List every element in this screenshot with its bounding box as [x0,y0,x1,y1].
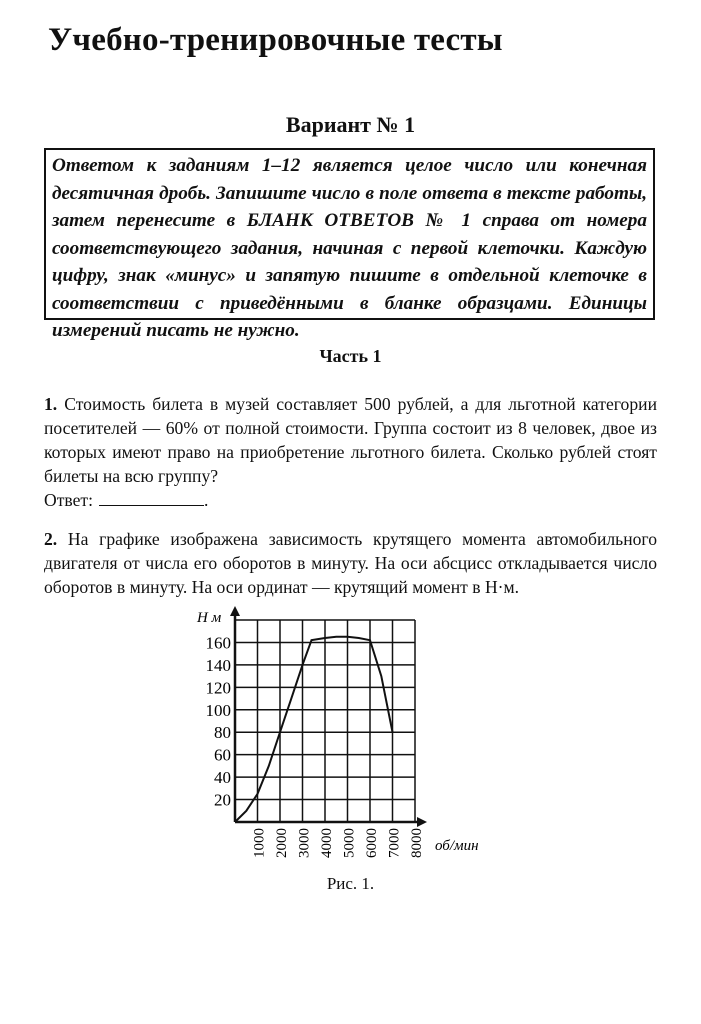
y-tick-label: 100 [205,700,231,720]
instructions-box: Ответом к заданиям 1–12 является целое число или конечная десятичная дробь. Запишите число в поле ответа в тексте работы, затем перенесите в БЛАНК ОТВЕТОВ № 1 справа от номера соответствующего задания, начиная с первой клеточки. Каждую цифру, знак «минус» и запятую пишите в отдельной клеточке в соответствии с приведёнными в бланке образцами. Единицы измерений писать не нужно. [44,148,655,320]
y-tick-label: 20 [214,790,231,810]
x-tick-label: 6000 [364,828,380,858]
part-heading: Часть 1 [319,346,382,366]
x-tick-labels [252,828,426,858]
y-axis-label: Н м [197,610,222,626]
y-tick-label: 40 [214,768,231,788]
y-tick-label: 140 [205,655,231,675]
question-1 [44,392,657,488]
y-tick-label: 160 [205,633,231,653]
variant-heading: Вариант № 1 [285,112,416,137]
y-tick-label: 80 [214,723,231,743]
question-2 [44,527,657,599]
figure-caption: Рис. 1. [326,874,375,893]
torque-chart [190,600,520,875]
y-axis-arrow [230,606,240,616]
x-tick-label: 7000 [386,828,403,858]
x-tick-label: 1000 [251,828,268,858]
x-tick-label: 5000 [341,828,358,858]
answer-row: Ответ: . [44,490,209,510]
x-axis-arrow [417,817,427,827]
page-title: Учебно-тренировочные тесты [48,22,503,58]
x-axis-label: об/мин [435,838,479,854]
question-text: Стоимость билета в музей составляет 500 рублей, а для льготной категории посетителей — 60% от полной стоимости. Группа состоит из 8 человек, двое из которых имеют право на приобретение льготного билета. Сколько рублей стоят билеты на всю группу? [44,394,657,486]
x-tick-label: 2000 [274,828,290,858]
y-tick-label: 60 [214,745,231,765]
question-number: 2. [44,529,58,549]
x-tick-label: 3000 [296,828,313,858]
question-number: 1. [44,394,58,414]
answer-label: Ответ: [44,490,93,510]
chart-grid [235,620,415,822]
answer-field[interactable] [99,491,204,506]
y-tick-labels [206,633,232,809]
y-tick-label: 120 [205,678,231,698]
x-tick-label: 8000 [409,828,425,858]
question-text: На графике изображена зависимость крутящего момента автомобильного двигателя от числа его оборотов в минуту. На оси абсцисс откладывается число оборотов в минуту. На оси ординат — крутящий момент в Н·м. [44,529,657,597]
x-tick-label: 4000 [319,828,335,858]
